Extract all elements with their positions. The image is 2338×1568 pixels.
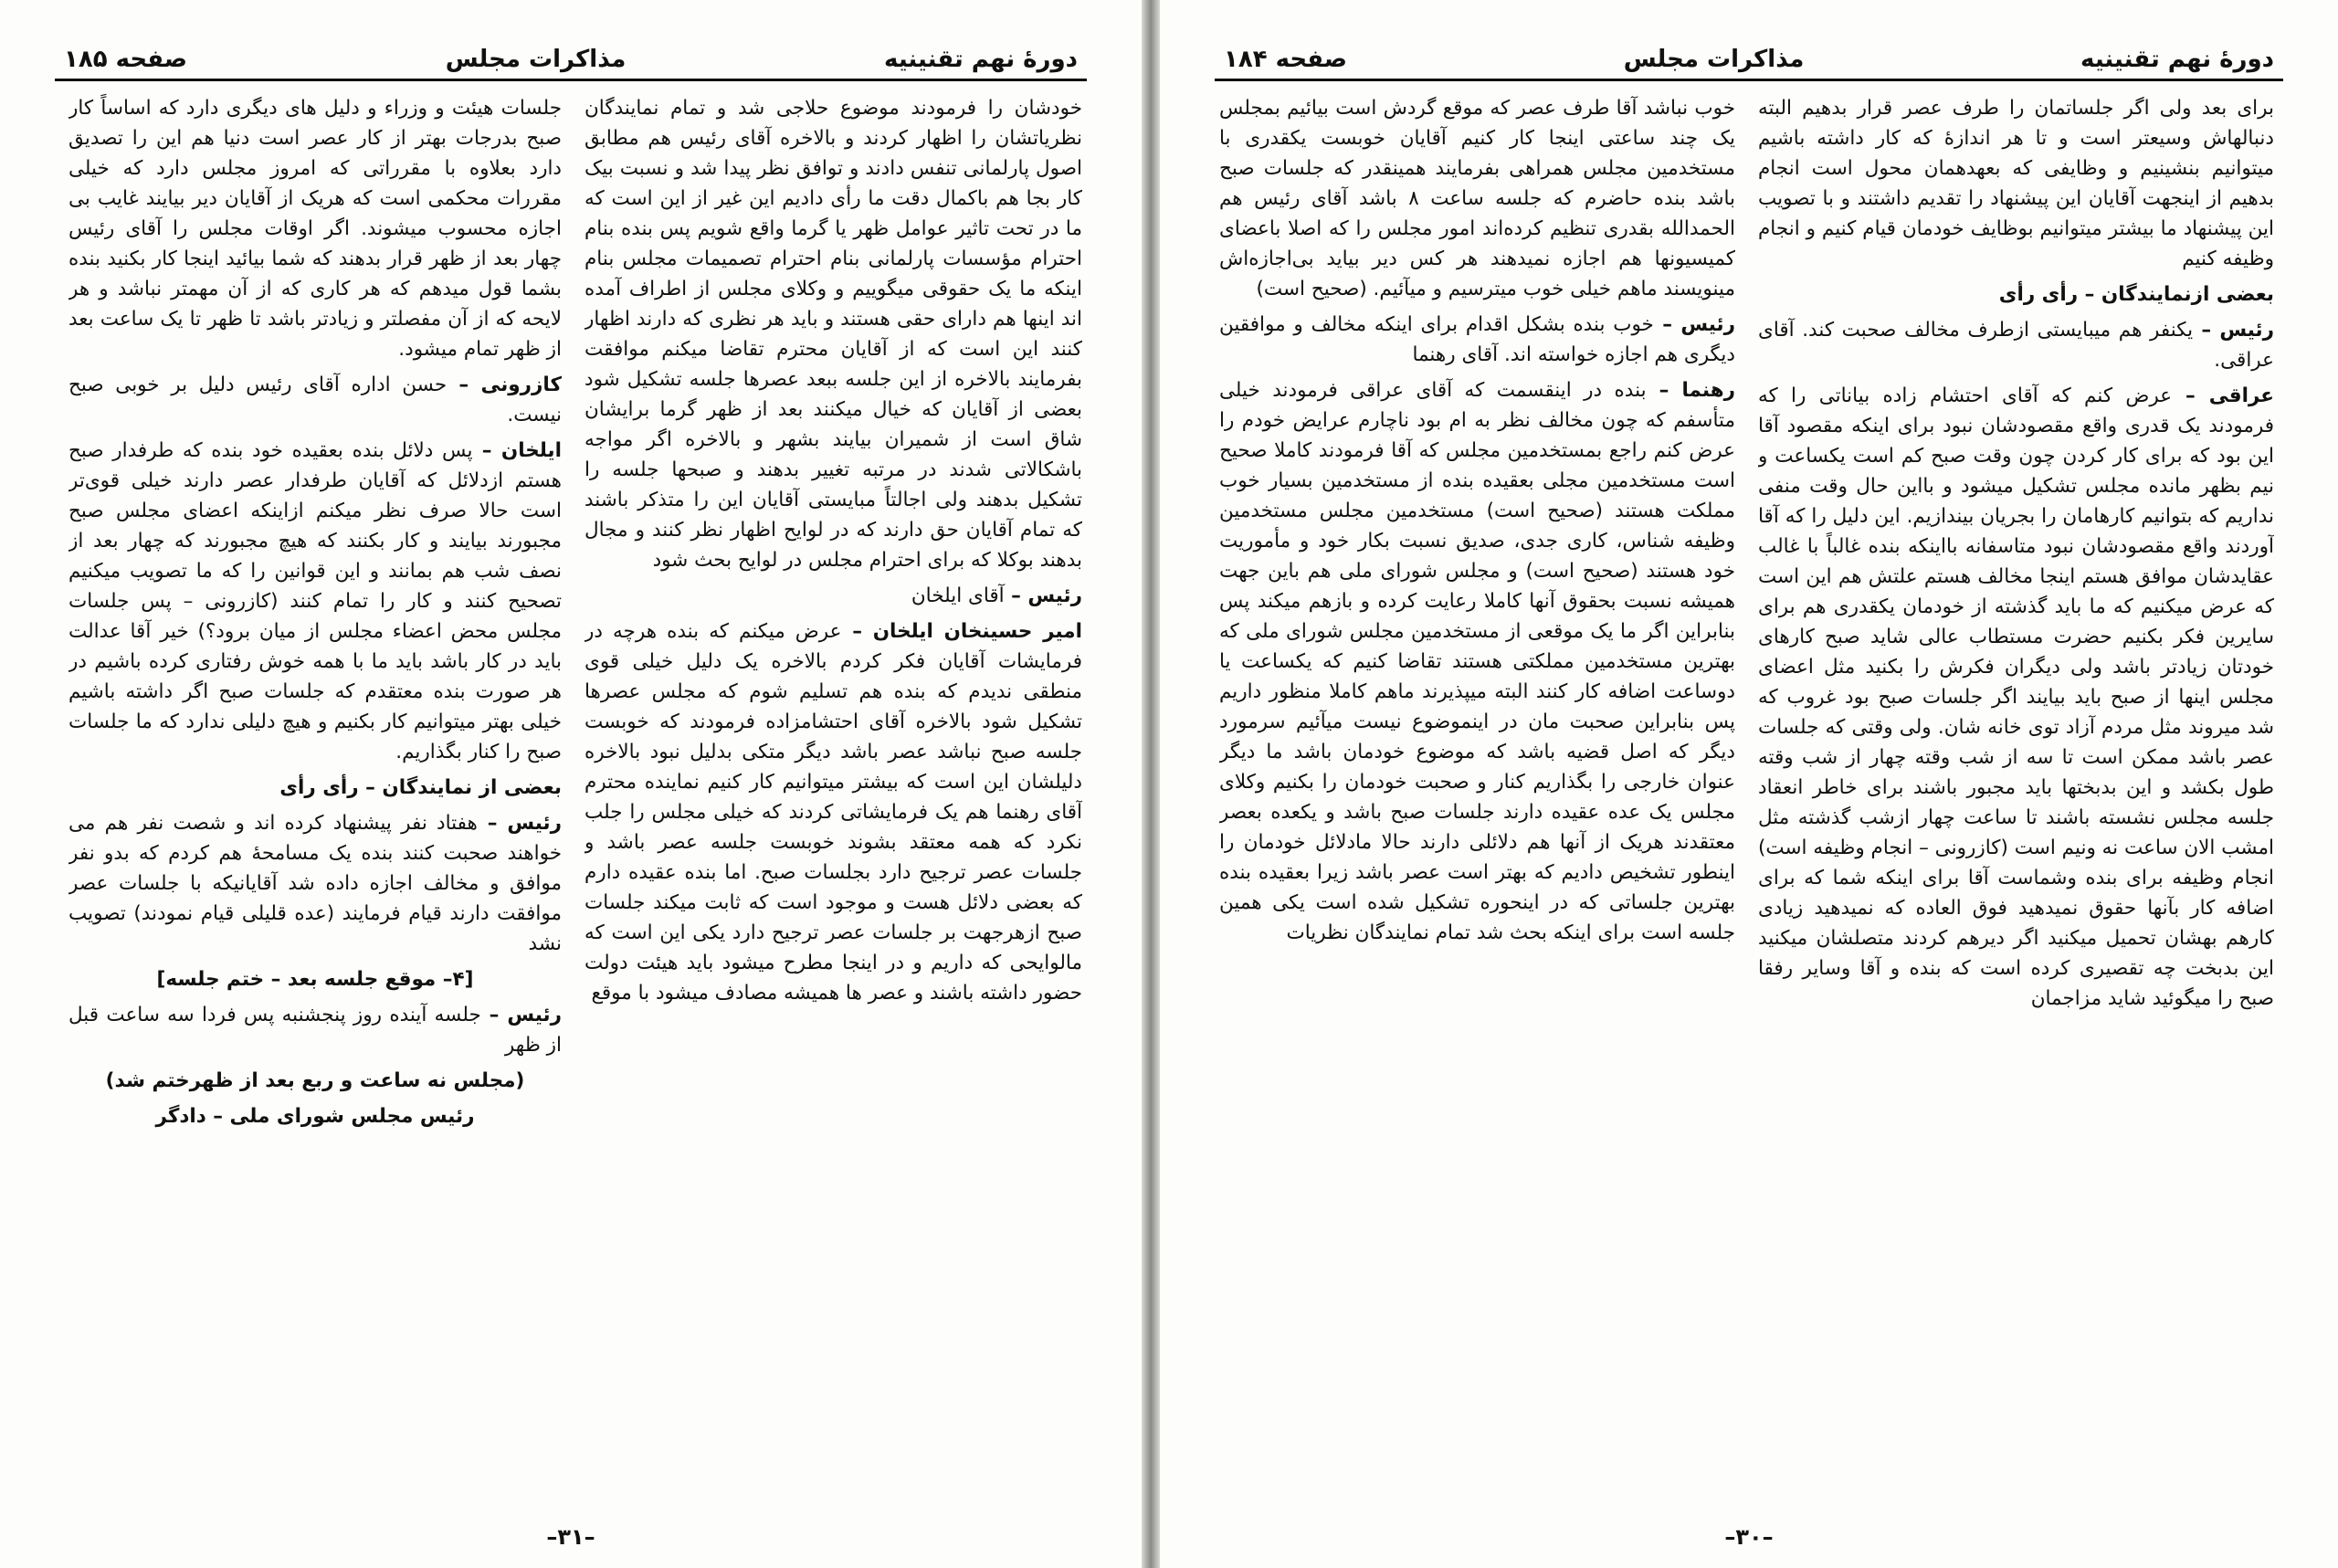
speaker-dash: – — [841, 620, 873, 643]
speaker-turn — [68, 808, 562, 959]
right-page — [1160, 0, 2338, 1568]
speech-text: آقای ایلخان — [911, 584, 1005, 607]
speaker-name: رئیس — [2219, 319, 2274, 342]
header-rule — [55, 79, 1087, 81]
page-header — [64, 27, 1078, 73]
left-page — [0, 0, 1142, 1568]
speaker-dash: – — [472, 439, 501, 462]
paragraph: برای بعد ولی اگر جلساتمان را طرف عصر قرار بدهیم البته دنبالهاش وسیعتر است و تا هر اندازهٔ که کار داشته باشیم میتوانیم بنشینیم و وظایفی که بعهدهمان محول است انجام بدهیم از اینجهت آقایان این پیشنهاد را تقدیم داشتند و با تصویب این پیشنهاد ما بیشتر میتوانیم بوظایف خودمان قیام کنیم و انجام وظیفه کنیم — [1758, 97, 2274, 270]
speech-text: هفتاد نفر پیشنهاد کرده اند و شصت نفر هم می خواهند صحبت کنند بنده یک مسامحهٔ هم کردم که بدو نفر موافق و مخالف اجازه داده شد آقایانیکه با جلسات عصر موافقت دارند قیام فرمایند (عده قلیلی قیام نمودند) تصویب نشد — [68, 812, 562, 955]
speaker-turn — [68, 370, 562, 430]
speech-text: حسن اداره آقای رئیس دلیل بر خوبی صبح نیست. — [68, 374, 562, 426]
speaker-name: رئیس — [507, 812, 562, 835]
speech-text: یکنفر هم میبایستی ازطرف مخالف صحبت کند. آقای عراقی. — [1758, 319, 2274, 372]
speaker-turn — [68, 1000, 562, 1060]
speaker-name: رهنما — [1681, 379, 1735, 402]
speech-text: عرض میکنم که بنده هرچه در فرمایشات آقایان فکر کردم بالاخره یک دلیل خیلی قوی منطقی ندیدم که بنده هم تسلیم شوم که مجلس عصرها تشکیل شود بالاخره آقای احتشامزاده فرمودند که خوبست جلسه صبح نباشد عصر باشد دیگر متکی بدلیل نبود بالاخره دلیلشان این است که بیشتر میتوانیم کار کنیم نماینده محترم آقای رهنما هم یک فرمایشاتی کردند که خیلی مجلس را جلب نکرد که همه معتقد بشوند خوبست جلسه عصر باشد و جلسات عصر ترجیح دارد بجلسات صبح. اما بنده عقیده دارم که بعضی دلائل هست و موجود است که ثابت میکند جلسات صبح ازهرجهت بر جلسات عصر ترجیح دارد یکی این است که مالوایحی که داریم و در اینجا مطرح میشود باید هیئت دولت حضور داشته باشند و عصر ها همیشه مصادف میشود با موقع — [584, 620, 1082, 1005]
page-number: –۳۱– — [546, 1524, 595, 1550]
speaker-dash: – — [1004, 584, 1028, 607]
speech-text: خوب بنده بشکل اقدام برای اینکه مخالف و موافقین دیگری هم اجازه خواسته اند. آقای رهنما — [1219, 313, 1735, 366]
header-title: مذاکرات مجلس — [1623, 46, 1805, 73]
speaker-name: عراقی — [2208, 384, 2274, 407]
speaker-turn — [1758, 381, 2274, 1014]
speaker-turn — [1219, 310, 1735, 370]
text-column-right — [584, 93, 1082, 1495]
speech-text: عرض کنم که آقای احتشام زاده بیاناتی را که فرمودند یک قدری واقع مقصودشان نبود برای اینکه مقصود آقا این بود که برای کار کردن چون وقت صبح کم است یکساعت و نیم بظهر مانده مجلس تشکیل میشود و بااین حال وقت منفی نداریم که بتوانیم کارهامان را بجریان بیندازیم. این دلیل را که آقا آوردند واقع مقصودشان نبود متاسفانه بااینکه بنده غالباً با غالب عقایدشان موافق هستم اینجا مخالف هستم علتش هم این است که عرض میکنیم که ما باید گذشته از خودمان یکقدری هم برای سایرین فکر بکنیم حضرت مستطاب عالی شاید صبح کارهای خودتان زیادتر باشد ولی دیگران فکرش را بکنید مثل اعضای مجلس اینها از صبح باید بیایند اگر جلسات صبح بود غروب که شد میروند مثل مردم آزاد توی خانه شان. ولی وقتی که جلسات عصر باشد ممکن است تا سه از شب وقته چهار از شب وقته طول بکشد و این بدبختها باید مجبور باشند برای خاطر انعقاد جلسه مجلس نشسته باشند تا ساعت چهار ازشب گذشته مثل امشب الان ساعت نه ونیم است (کازرونی – انجام وظیفه است) انجام وظیفه برای بنده وشماست آقا برای اینکه شما که برای اضافه کار بآنها حقوق نمیدهید فوق العاده که نمیدهید زیادی کارهم بهشان تحمیل میکنید اگر دیرهم کردند متصلشان میکنید این بدبخت چه تقصیری کرده است که بنده و آقا وسایر رفقا صبح را میگوئید شاید مزاجمان — [1758, 384, 2274, 1010]
text-column-left — [1219, 93, 1735, 1495]
session-label: دورهٔ نهم تقنینیه — [884, 46, 1078, 73]
text-column-right — [1758, 93, 2274, 1495]
header-title: مذاکرات مجلس — [445, 46, 627, 73]
speech-text: بنده در اینقسمت که آقای عراقی فرمودند خیلی متأسفم که چون مخالف نظر به ام بود ناچارم عرایض خودم را عرض کنم راجع بمستخدمین مجلس که آقا فرمودند کاملا صحیح است مستخدمین مجلی بعقیده بنده از مستخدمین بسیار خوب مملکت هستند (صحیح است) مستخدمین مجلس مستخدمین وظیفه شناس، کاری جدی، صدیق نسبت بکار خود و مأموریت خود هستند (صحیح است) و مجلس شورای ملی هم باین جهت همیشه نسبت بحقوق آنها کاملا رعایت کرده و بازهم میکند پس بنابراین اگر ما یک موقعی از مستخدمین مجلس شورای ملی که بهترین مستخدمین مملکتی هستند تقاضا کنیم که یکساعت یا دوساعت اضافه کار کنند البته میپذیرند ماهم کاملا منظور داریم پس بنابراین صحبت مان در اینموضوع نیست میآئیم سرمورد دیگر که اصل قضیه باشد که موضوع خودمان باشد ما دیگر عنوان خارجی را بگذاریم کنار و صحبت خودمان را بکنیم وکلای مجلس یک عده عقیده دارند جلسات صبح باشد و یکعده بعصر معتقدند هریک از آنها هم دلائلی دارند حالا مادلائل خودمان را اینطور تشخیص دادیم که بهتر است عصر باشد زیرا بعقیده بنده بهترین جلساتی که در اینحوره تشکیل شده است یکی همین جلسه است برای اینکه بحث شد تمام نمایندگان نظریات — [1219, 379, 1735, 944]
speaker-dash: – — [477, 812, 508, 835]
session-label: دورهٔ نهم تقنینیه — [2080, 46, 2274, 73]
header-rule — [1215, 79, 2283, 81]
speaker-dash: – — [1653, 313, 1681, 336]
page-header — [1224, 27, 2274, 73]
speaker-name: امیر حسینخان ایلخان — [872, 620, 1082, 643]
session-note: رئیس مجلس شورای ملی – دادگر — [155, 1105, 475, 1128]
text-column-left — [68, 93, 562, 1495]
speaker-turn — [68, 436, 562, 767]
speaker-turn — [584, 616, 1082, 1008]
speaker-turn — [584, 581, 1082, 611]
speaker-dash: – — [1646, 379, 1682, 402]
speaker-name: رئیس — [507, 1004, 562, 1026]
speaker-name: کازرونی — [480, 374, 562, 396]
session-note: (مجلس نه ساعت و ربع بعد از ظهرختم شد) — [105, 1069, 525, 1092]
speech-text: پس دلائل بنده بعقیده خود بنده که طرفدار صبح هستم ازدلائل که آقایان طرفدار عصر دارند خیلی قوی‌تر است حالا صرف نظر میکنم ازاینکه اعضای مجلس صبح مجبورند بیایند و کار بکنند که هیچ مجبورند که چهار بعد از نصف شب هم بمانند و این قوانین را که ما تصویب میکنیم تصحیح کنند و کار را تمام کنند (کازرونی – پس جلسات مجلس محض اعضاء مجلس از میان برود؟) خیر آقا عدالت باید در کار باشد باید ما با همه خوش رفتاری کرده باشیم در هر صورت بنده معتقدم که جلسات صبح اگر داشته باشیم خیلی بهتر میتوانیم کار بکنیم و هیچ دلیلی ندارد که ما جلسات صبح را کنار بگذاریم. — [68, 439, 562, 763]
speaker-name: ایلخان — [500, 439, 562, 462]
speaker-name: رئیس — [1027, 584, 1082, 607]
speaker-dash: – — [2193, 319, 2220, 342]
page-number: –۳۰– — [1724, 1524, 1774, 1550]
speaker-name: رئیس — [1680, 313, 1735, 336]
speaker-turn — [1219, 375, 1735, 948]
book-gutter — [1142, 0, 1160, 1568]
vote-call: بعضی ازنمایندگان – رأی رأی — [1998, 283, 2274, 306]
paragraph: خودشان را فرمودند موضوع حلاجی شد و تمام نمایندگان نظریاتشان را اظهار کردند و بالاخره آقای رئیس هم مطابق اصول پارلمانی تنفس دادند و توافق نظر پیدا شد و نسبت بیک کار بجا هم باکمال دقت ما رأی دادیم این غیر از این است که ما در تحت تاثیر عوامل ظهر یا گرما واقع شویم پس بنده بنام احترام مؤسسات پارلمانی بنام احترام تصمیمات مجلس بنام اینکه ما یک حقوقی میگوییم و وکلای مجلس از اطراف آمده اند اینها هم دارای حقی هستند و باید هر نظری که دارند اظهار کنند این است که از آقایان محترم تقاضا میکنم موافقت بفرمایند بالاخره از این جلسه ببعد عصرها جلسه تشکیل شود بعضی از آقایان که خیال میکنند بعد از ظهر گرما برایشان شاق است از شمیران بیایند بشهر و بالاخره اگر مواجه باشکالاتی شدند در مرتبه تغییر بدهند و صبحها جلسه را تشکیل بدهند ولی اجالتاً مبایستی آقایان این را متذکر باشند که تمام آقایان حق دارند که در لوایح اظهار نظر کنند و مجال بدهند بوکلا که برای احترام مجلس در لوایح بحث شود — [584, 97, 1082, 572]
vote-call: بعضی از نمایندگان – رأی رأی — [279, 776, 562, 799]
paragraph: خوب نباشد آقا طرف عصر که موقع گردش است بیائیم بمجلس یک چند ساعتی اینجا کار کنیم آقایان خوبست یکقدری با مستخدمین مجلس همراهی بفرمایند همینقدر که جلسات صبح باشد بنده حاضرم که جلسه ساعت ۸ باشد آقای رئیس هم الحمدالله بقدری تنظیم کرده‌اند امور مجلس را که اصلا باعضای کمیسیونها هم اجازه نمیدهند هر کس دیر بیاید بی‌اجازه‌اش مینویسند ماهم خیلی خوب میترسیم و میآئیم. (صحیح است) — [1219, 97, 1735, 300]
session-note: [۴– موقع جلسه بعد – ختم جلسه] — [156, 968, 474, 991]
speaker-turn — [1758, 315, 2274, 375]
header-page-number: صفحه ۱۸۵ — [64, 46, 188, 73]
speaker-dash: – — [480, 1004, 508, 1026]
header-page-number: صفحه ۱۸۴ — [1224, 46, 1348, 73]
paragraph: جلسات هیئت و وزراء و دلیل های دیگری دارد که اساساً کار صبح بدرجات بهتر از کار عصر است دنیا هم این را تصدیق دارد بعلاوه با مقرراتی که امروز مجلس دارد که خیلی مقررات محکمی است که هریک از آقایان دیر بیایند غایب بی اجازه محسوب میشوند. اگر اوقات مجلس را آقای رئیس چهار بعد از ظهر قرار بدهند که شما بیائید اینجا کار بکنید بنده بشما قول میدهم که هر کاری که از آن مهمتر نباشد و هر لایحه که از آن مفصلتر و زیادتر باشد تا ظهر تا یک ساعت بعد از ظهر تمام میشود. — [68, 97, 562, 361]
speech-text: جلسه آینده روز پنجشنبه پس فردا سه ساعت قبل از ظهر — [68, 1004, 562, 1057]
speaker-dash: – — [2172, 384, 2209, 407]
speaker-dash: – — [447, 374, 481, 396]
